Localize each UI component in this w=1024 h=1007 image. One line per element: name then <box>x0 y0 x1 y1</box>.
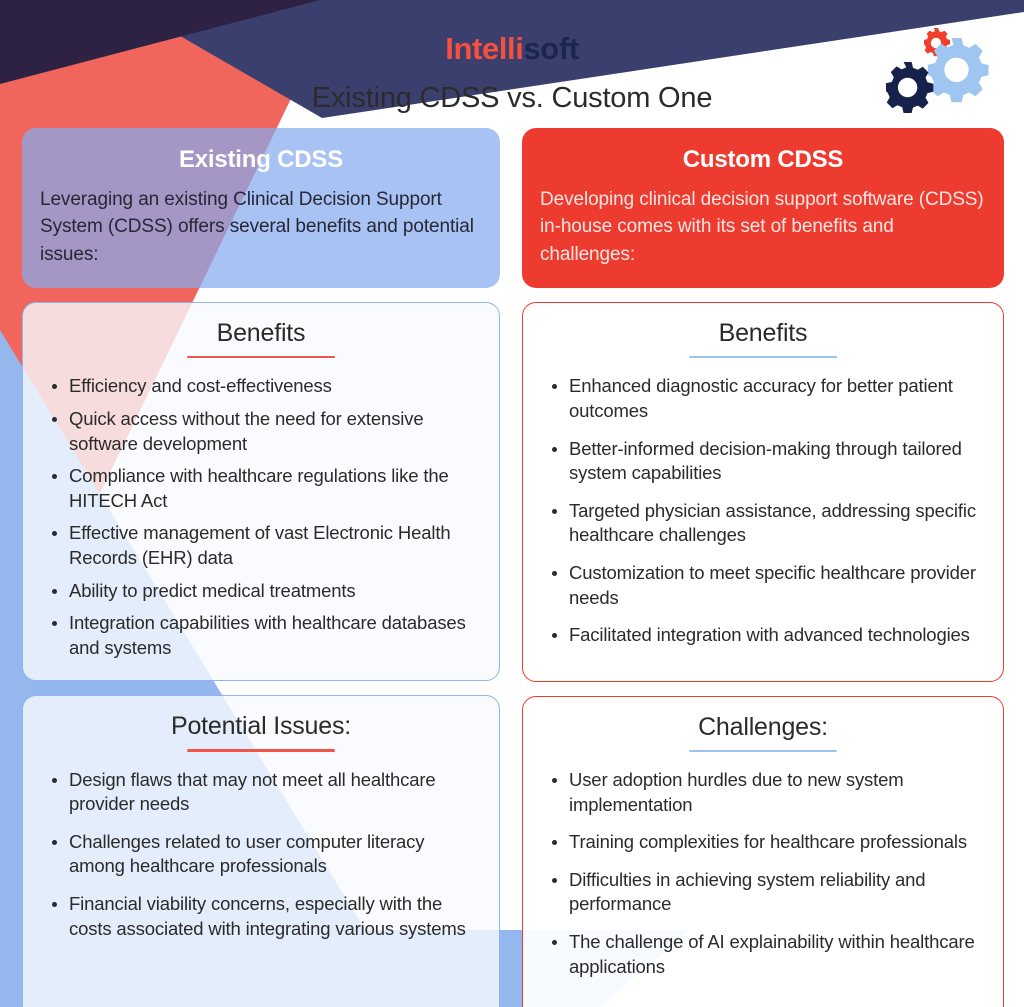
list-item: Quick access without the need for extensive software development <box>69 407 479 456</box>
list-item: Design flaws that may not meet all healthcare provider needs <box>69 768 479 817</box>
list-item: Efficiency and cost-effectiveness <box>69 374 479 399</box>
brand-name-primary: Intelli <box>445 31 524 66</box>
existing-cdss-title: Existing CDSS <box>178 146 344 173</box>
list-item: Ability to predict medical treatments <box>69 579 479 604</box>
existing-issues-heading: Potential Issues: <box>170 712 352 741</box>
existing-issues-card <box>22 695 500 1007</box>
list-item: Targeted physician assistance, addressing specific healthcare challenges <box>569 499 983 548</box>
custom-cdss-description: Developing clinical decision support software (CDSS) in-house comes with its set of benefits and challenges: <box>540 189 984 265</box>
brand-name-secondary: soft <box>523 31 579 66</box>
custom-benefits-card <box>522 302 1004 682</box>
list-item: Challenges related to user computer literacy among healthcare professionals <box>69 830 479 879</box>
list-item: Effective management of vast Electronic Health Records (EHR) data <box>69 521 479 570</box>
custom-challenges-heading: Challenges: <box>698 712 828 741</box>
existing-benefits-card <box>22 302 500 681</box>
gears-icon <box>886 24 996 116</box>
list-item: Customization to meet specific healthcare provider needs <box>569 561 983 610</box>
custom-cdss-title: Custom CDSS <box>682 146 844 173</box>
custom-benefits-list <box>539 374 987 647</box>
existing-cdss-description: Leveraging an existing Clinical Decision Support System (CDSS) offers several benefits and potential issues: <box>40 189 474 265</box>
existing-benefits-list <box>39 374 483 660</box>
page-title: Existing CDSS vs. Custom One <box>311 82 713 114</box>
existing-issues-list <box>39 768 483 942</box>
list-item: User adoption hurdles due to new system implementation <box>569 768 983 817</box>
list-item: Financial viability concerns, especially with the costs associated with integrating various systems <box>69 892 479 941</box>
list-item: Training complexities for healthcare professionals <box>569 830 983 855</box>
custom-challenges-card <box>522 696 1004 1007</box>
custom-challenges-underline <box>689 750 837 753</box>
list-item: Compliance with healthcare regulations like the HITECH Act <box>69 464 479 513</box>
list-item: Facilitated integration with advanced technologies <box>569 623 983 648</box>
page-header <box>0 0 1024 128</box>
comparison-columns <box>0 128 1024 1007</box>
gear-large-blue-icon <box>928 38 989 102</box>
custom-cdss-header-card <box>522 128 1004 288</box>
existing-cdss-header-card <box>22 128 500 288</box>
list-item: The challenge of AI explainability within healthcare applications <box>569 930 983 979</box>
existing-benefits-underline <box>187 356 335 359</box>
list-item: Integration capabilities with healthcare databases and systems <box>69 611 479 660</box>
list-item: Difficulties in achieving system reliability and performance <box>569 868 983 917</box>
column-existing-cdss <box>0 128 512 1007</box>
column-custom-cdss <box>512 128 1024 1007</box>
existing-issues-underline <box>187 749 335 752</box>
custom-benefits-heading: Benefits <box>718 319 808 348</box>
list-item: Better-informed decision-making through tailored system capabilities <box>569 437 983 486</box>
custom-challenges-list <box>539 768 987 979</box>
list-item: Enhanced diagnostic accuracy for better patient outcomes <box>569 374 983 423</box>
custom-benefits-underline <box>689 356 837 359</box>
brand-logo <box>0 33 1024 64</box>
existing-benefits-heading: Benefits <box>216 319 306 348</box>
gear-dark-navy-icon <box>886 62 933 113</box>
